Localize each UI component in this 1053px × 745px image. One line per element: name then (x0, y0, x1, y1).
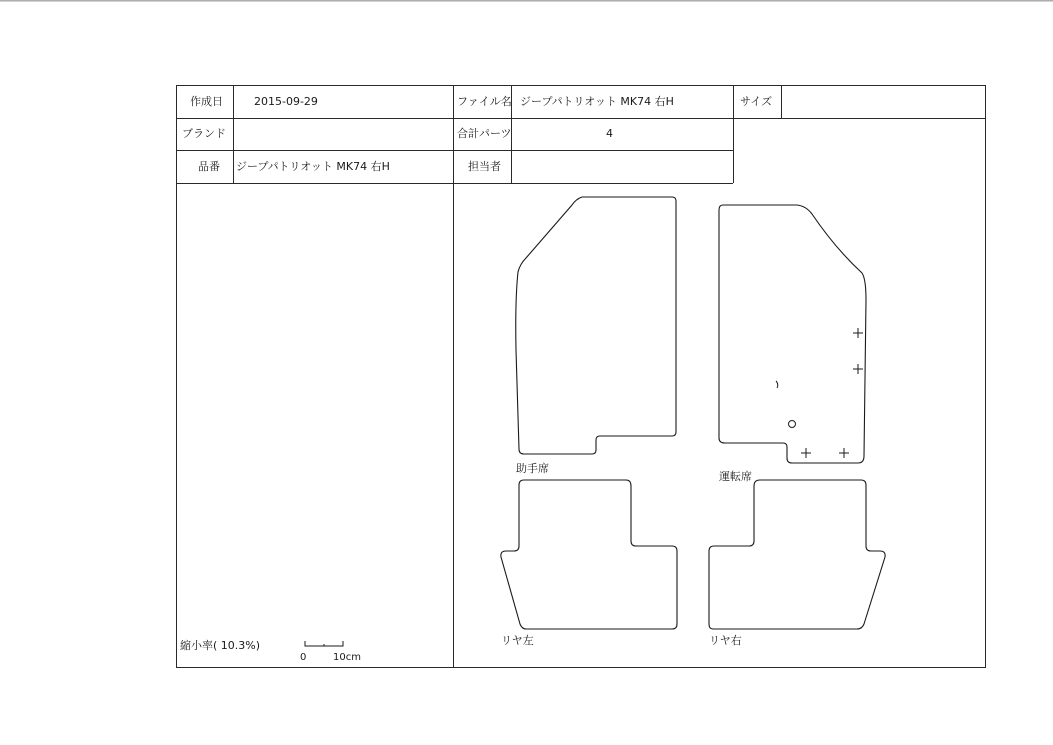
product-number-label: 品番 (198, 160, 220, 173)
part-label-driver-seat: 運転席 (719, 470, 752, 483)
scale-bar (305, 641, 343, 646)
rear-left-mat-outline (501, 480, 677, 629)
total-parts-label: 合計パーツ (457, 127, 512, 140)
filename-label: ファイル名 (457, 95, 512, 108)
mark-cross-1 (853, 328, 863, 338)
mark-cross-3 (801, 448, 811, 458)
person-in-charge-label: 担当者 (468, 160, 501, 173)
created-date-label: 作成日 (190, 95, 223, 108)
created-date-value: 2015-09-29 (254, 95, 318, 108)
driver-seat-mat-outline (719, 205, 866, 463)
mark-tick (776, 381, 778, 388)
total-parts-value: 4 (606, 127, 613, 140)
part-label-rear-left: リヤ左 (501, 634, 534, 647)
mark-cross-4 (839, 448, 849, 458)
scale-tick-ten: 10cm (333, 652, 361, 663)
passenger-seat-mat-outline (516, 197, 676, 454)
rear-right-mat-outline (709, 480, 885, 629)
reduction-ratio-label: 縮小率( 10.3%) (180, 639, 261, 652)
product-number-value: ジープパトリオット MK74 右H (236, 160, 390, 173)
filename-value: ジープパトリオット MK74 右H (520, 95, 674, 108)
size-label: サイズ (740, 95, 773, 108)
scale-tick-zero: 0 (300, 652, 307, 663)
brand-label: ブランド (182, 127, 226, 140)
part-label-rear-right: リヤ右 (709, 634, 742, 647)
part-label-passenger-seat: 助手席 (516, 462, 549, 475)
mark-hole (789, 421, 796, 428)
mark-cross-2 (853, 364, 863, 374)
